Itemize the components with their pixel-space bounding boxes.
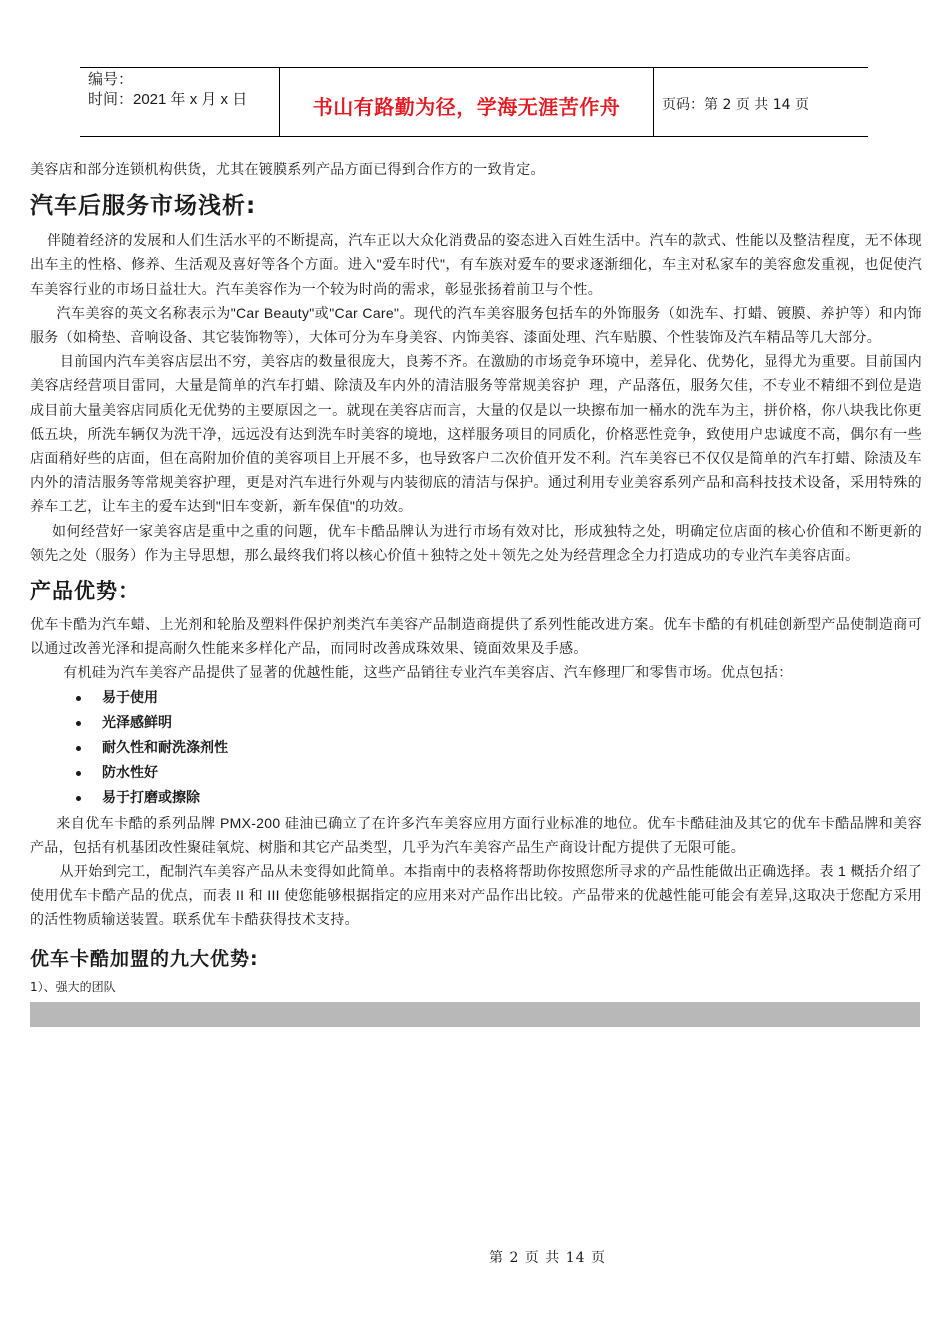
header-page-number: 页码：第 2 页 共 14 页 (662, 97, 809, 113)
document-time-label: 时间：2021 年 x 月 x 日 (88, 91, 248, 108)
page-header-table (80, 67, 868, 137)
bullet-icon (76, 721, 81, 726)
paragraph: 从开始到完工，配制汽车美容产品从未变得如此简单。本指南中的表格将帮助你按照您所寻求的产品性能做出正确选择。表 1 概括介绍了使用优车卡酷产品的优点，而表 II 和 III 使您能够根据指定的应用来对产品作出比较。产品带来的优越性能可能会有差异,这取决于您配方采用的活性物质输送装置。联系优车卡酷获得技术支持。 (30, 863, 922, 928)
bullet-icon (76, 796, 81, 801)
list-item: 耐久性和耐洗涤剂性 (76, 736, 922, 761)
gray-divider-bar (30, 1002, 920, 1027)
paragraph: 如何经营好一家美容店是重中之重的问题，优车卡酷品牌认为进行市场有效对比，形成独特之处，明确定位店面的核心价值和不断更新的领先之处（服务）作为主导思想，那么最终我们将以核心价值＋独特之处＋领先之处为经营理念全力打造成功的专业汽车美容店面。 (30, 522, 922, 563)
section-title-nine-advantages: 优车卡酷加盟的九大优势: (30, 947, 259, 970)
section-title-product-advantage: 产品优势： (30, 579, 140, 604)
bullet-icon (76, 771, 81, 776)
list-item: 易于打磨或擦除 (76, 786, 922, 811)
list-item: 易于使用 (76, 686, 922, 711)
header-motto: 书山有路勤为径，学海无涯苦作舟 (280, 68, 654, 136)
paragraph: 优车卡酷为汽车蜡、上光剂和轮胎及塑料件保护剂类汽车美容产品制造商提供了系列性能改进方案。优车卡酷的有机硅创新型产品使制造商可以通过改善光泽和提高耐久性能来多样化产品，而同时改善成珠效果、镜面效果及手感。 (30, 617, 922, 658)
page-footer: 第 2 页 共 14 页 (489, 1250, 606, 1266)
paragraph: 伴随着经济的发展和人们生活水平的不断提高，汽车正以大众化消费品的姿态进入百姓生活中。汽车的款式、性能以及整洁程度，无不体现出车主的性格、修养、生活观及喜好等各个方面。进入"爱车时代"，有车族对爱车的要求逐渐细化，车主对私家车的美容愈发重视，也促使汽车美容行业的市场日益壮大。汽车美容作为一个较为时尚的需求，彰显张扬着前卫与个性。 (30, 232, 923, 297)
paragraph: 汽车美容的英文名称表示为"Car Beauty"或"Car Care"。现代的汽车美容服务包括车的外饰服务（如洗车、打蜡、镀膜、养护等）和内饰服务（如椅垫、音响设备、其它装饰物等），大体可分为车身美容、内饰美容、漆面处理、汽车贴膜、个性装饰及汽车精品等几大部分。 (30, 304, 922, 346)
intro-line: 美容店和部分连锁机构供货，尤其在镀膜系列产品方面已得到合作方的一致肯定。 (30, 162, 545, 178)
advantage-bullet-list (30, 686, 922, 811)
bullet-icon (76, 696, 81, 701)
header-meta-cell (80, 68, 280, 136)
paragraph: 目前国内汽车美容店层出不穷，美容店的数量很庞大，良莠不齐。在激励的市场竞争环境中，差异化、优势化，显得尤为重要。目前国内美容店经营项目雷同，大量是简单的汽车打蜡、除渍及车内外的清洁服务等常规美容护 理，产品落伍，服务欠佳，不专业不精细不到位是造成目前大量美容店同质化无优势的主要原因之一。就现在美容店而言，大量的仅是以一块擦布加一桶水的洗车为主，拼价格，你八块我比你更低五块，所洗车辆仅为洗干净，远远没有达到洗车时美容的境地，这样服务项目的同质化，价格恶性竞争，致使用户忠诚度不高，偶尔有一些店面稍好些的店面，但在高附加价值的美容项目上开展不多，也导致客户二次价值开发不利。汽车美容已不仅仅是简单的汽车打蜡、除渍及车内外的清洁服务等常规美容护理，更是对汽车进行外观与内装彻底的清洁与保护。通过利用专业美容系列产品和高科技技术设备，采用特殊的养车工艺，让车主的爱车达到"旧车变新，新车保值"的功效。 (30, 353, 923, 515)
paragraph: 来自优车卡酷的系列品牌 PMX-200 硅油已确立了在许多汽车美容应用方面行业标准的地位。优车卡酷硅油及其它的优车卡酷品牌和美容产品，包括有机基团改性聚硅氧烷、树脂和其它产品类型，几乎为汽车美容产品生产商设计配方提供了无限可能。 (30, 814, 923, 855)
section-title-market-analysis: 汽车后服务市场浅析: (30, 193, 257, 220)
document-body (30, 158, 922, 1027)
paragraph: 有机硅为汽车美容产品提供了显著的优越性能，这些产品销往专业汽车美容店、汽车修理厂和零售市场。优点包括： (30, 665, 793, 682)
bullet-icon (76, 746, 81, 751)
list-item: 防水性好 (76, 761, 922, 786)
list-item-strong-team: 1）、强大的团队 (30, 979, 116, 994)
document-number-label: 编号： (88, 71, 134, 88)
list-item: 光泽感鲜明 (76, 711, 922, 736)
